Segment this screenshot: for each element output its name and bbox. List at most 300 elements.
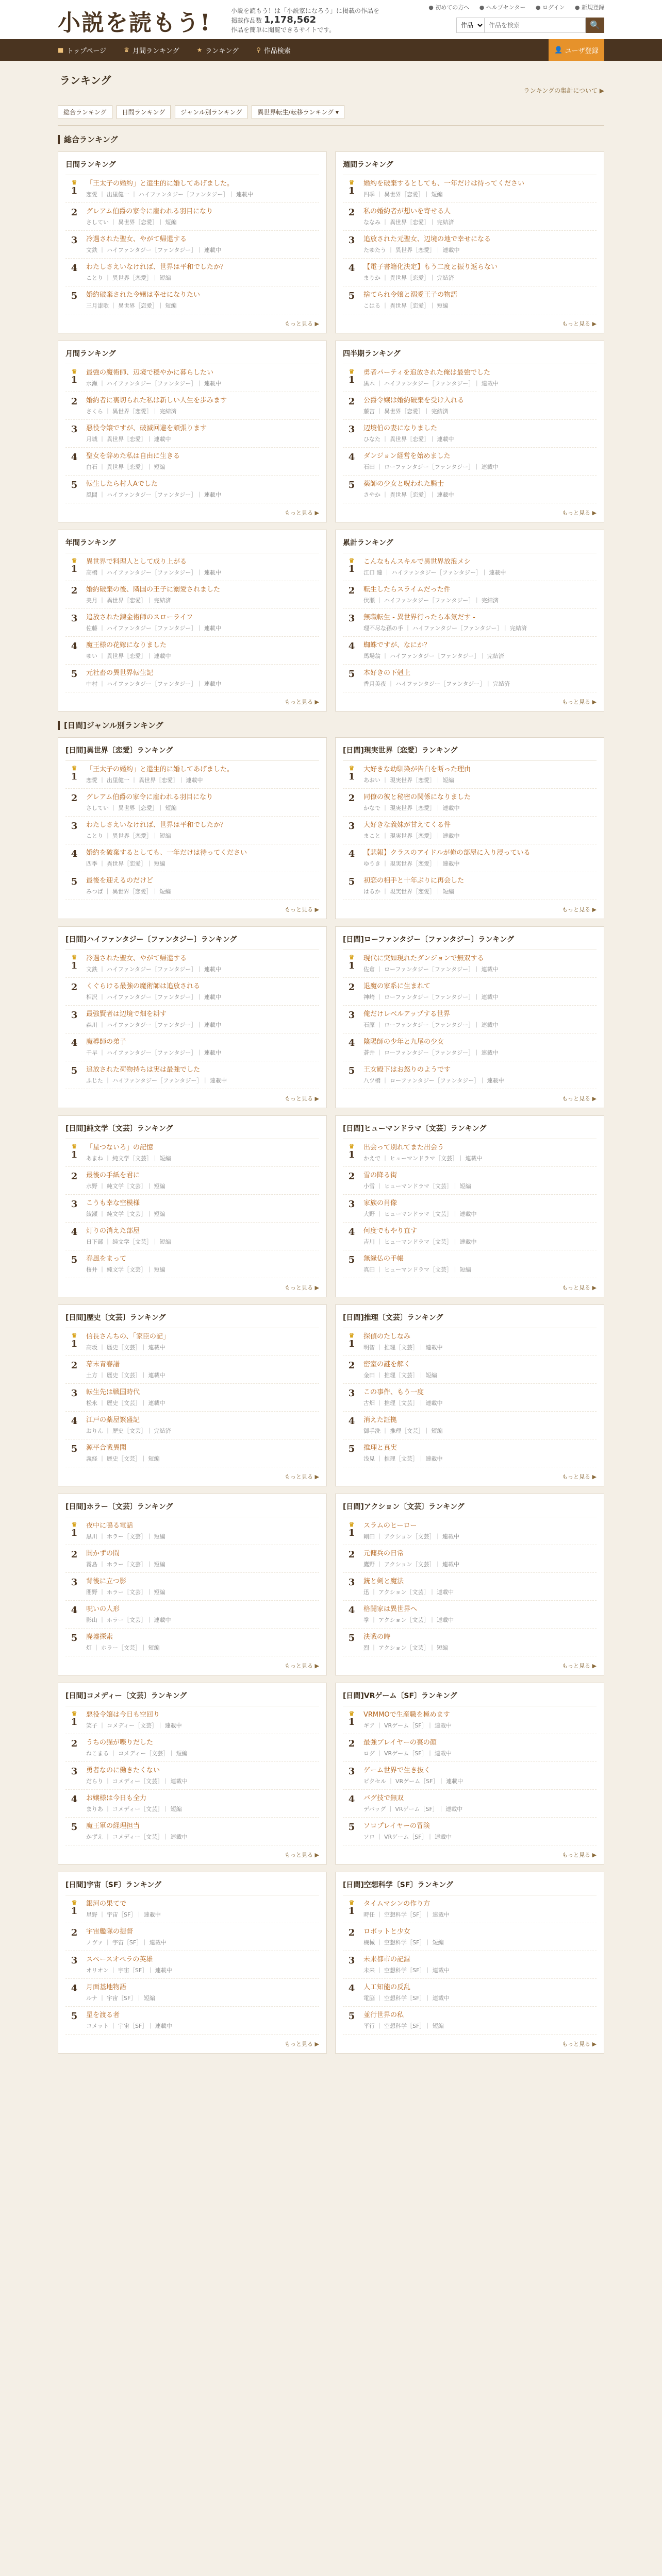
link-beginners[interactable]: ● 初めての方へ	[428, 4, 470, 11]
entry-title-link[interactable]: 最強の魔術師、辺境で穏やかに暮らしたい	[86, 369, 214, 377]
entry-title-link[interactable]: 背後に立つ影	[86, 1578, 127, 1585]
more-link[interactable]: もっと見る ▶	[285, 1284, 319, 1291]
entry-title-link[interactable]: 追放された荷物持ちは実は最強でした	[86, 1066, 201, 1074]
more-link[interactable]: もっと見る ▶	[562, 1663, 597, 1669]
entry-title-link[interactable]: 探偵のたしなみ	[363, 1333, 411, 1341]
ranking-entry	[65, 1223, 319, 1250]
entry-title-link[interactable]: スペースオペラの英雄	[86, 1956, 153, 1963]
entry-meta: 香月美夜 ｜ ハイファンタジー［ファンタジー］｜ 完結済	[363, 681, 510, 687]
rank-number	[343, 1521, 360, 1540]
search-type-select[interactable]	[456, 18, 485, 33]
more-link[interactable]: もっと見る ▶	[285, 1095, 319, 1102]
more-link[interactable]: もっと見る ▶	[562, 1473, 597, 1480]
entry-title-link[interactable]: 勇者パーティを追放された俺は最強でした	[363, 369, 490, 377]
entry-text	[83, 849, 319, 868]
rank-value: 5	[348, 1255, 355, 1265]
entry-title-link[interactable]: 最後の手紙を君に	[86, 1172, 140, 1179]
ranking-entry	[65, 1895, 319, 1923]
rank-number	[343, 1199, 360, 1218]
rank-number	[65, 1199, 83, 1218]
entry-title-link[interactable]: 婚約者に裏切られた私は新しい人生を歩みます	[86, 397, 227, 404]
rank-number	[65, 1360, 83, 1379]
entry-title-link[interactable]: 夜中に鳴る電話	[86, 1522, 134, 1530]
ranking-entry	[65, 581, 319, 609]
entry-title-link[interactable]: ソロプレイヤーの冒険	[363, 1822, 430, 1830]
logo-text: 小説を読もう!	[58, 10, 211, 36]
entry-title-link[interactable]: 月面基地物語	[86, 1984, 127, 1991]
ranking-entry	[343, 1167, 597, 1195]
entry-title-link[interactable]: 家族の肖像	[363, 1199, 398, 1207]
rank-number	[343, 235, 360, 254]
ranking-entry	[343, 1790, 597, 1818]
link-help[interactable]: ● ヘルプセンター	[479, 4, 526, 11]
entry-meta: 江口 連 ｜ ハイファンタジー［ファンタジー］｜ 連載中	[363, 569, 506, 576]
more-link[interactable]: もっと見る ▶	[562, 699, 597, 705]
ranking-card	[58, 151, 327, 333]
rank-number	[65, 1010, 83, 1029]
entry-title-link[interactable]: 公爵令嬢は婚約破棄を受け入れる	[363, 397, 465, 404]
entry-title-link[interactable]: 呪いの人形	[86, 1605, 120, 1613]
rank-number	[343, 1633, 360, 1652]
entry-title-link[interactable]: 現代に突如現れたダンジョンで無双する	[363, 955, 484, 962]
entry-title-link[interactable]: 密室の謎を解く	[363, 1361, 411, 1368]
entry-title-link[interactable]: 転生したら村人Aでした	[86, 480, 158, 488]
entry-text	[360, 1038, 597, 1057]
rank-number	[65, 641, 83, 660]
entry-title-link[interactable]: 王女殿下はお怒りのようです	[363, 1066, 451, 1074]
rank-value: 2	[71, 1549, 78, 1560]
ranking-entry	[65, 364, 319, 392]
rank-value: 5	[71, 1822, 78, 1833]
rank-value: 4	[348, 1416, 355, 1427]
crown-icon: ♛	[71, 368, 77, 375]
more-link[interactable]: もっと見る ▶	[562, 1095, 597, 1102]
crown-icon: ♛	[124, 46, 129, 54]
entry-title-link[interactable]: 消えた証拠	[363, 1416, 398, 1424]
rank-value: 1	[348, 1717, 355, 1727]
entry-text	[83, 1983, 319, 2002]
entry-text	[83, 1416, 319, 1435]
rank-number	[65, 1927, 83, 1946]
entry-title-link[interactable]: 灯りの消えた部屋	[86, 1227, 140, 1235]
ranking-entry	[65, 1762, 319, 1790]
entry-meta: おりん ｜ 歴史［文芸］｜ 完結済	[86, 1428, 171, 1434]
entry-title-link[interactable]: バグ技で無双	[363, 1794, 404, 1802]
rank-value: 1	[348, 185, 355, 196]
entry-meta: 灯 ｜ ホラー［文芸］｜ 短編	[86, 1645, 160, 1651]
entry-text	[360, 396, 597, 415]
rank-value: 5	[348, 480, 355, 490]
rank-value: 1	[348, 375, 355, 385]
entry-title-link[interactable]: 無縁仏の手帳	[363, 1255, 404, 1263]
crown-icon: ♛	[349, 1143, 355, 1150]
rank-number	[343, 849, 360, 868]
nav-ranking[interactable]	[197, 45, 239, 55]
entry-title-link[interactable]: 悪役令嬢は今日も空回り	[86, 1711, 160, 1719]
entry-title-link[interactable]: こんなもんスキルで異世界放浪メシ	[363, 558, 471, 566]
entry-text	[360, 1171, 597, 1190]
entry-title-link[interactable]: 同僚の彼と秘密の関係になりました	[363, 793, 471, 801]
search-button[interactable]	[586, 18, 604, 33]
nav-monthly[interactable]	[124, 45, 179, 55]
rank-number	[65, 1822, 83, 1841]
crown-icon: ♛	[349, 1899, 355, 1906]
entry-title-link[interactable]: わたしさえいなければ、世界は平和でしたか？	[86, 821, 227, 829]
rank-number	[65, 1227, 83, 1246]
entry-title-link[interactable]: 初恋の相手と十年ぶりに再会した	[363, 877, 465, 885]
entry-text	[83, 1388, 319, 1407]
more-link[interactable]: もっと見る ▶	[285, 1852, 319, 1858]
entry-text	[83, 1738, 319, 1757]
entry-meta: 時任 ｜ 空想科学［SF］｜ 連載中	[363, 1911, 450, 1918]
ranking-entry	[343, 817, 597, 844]
entry-title-link[interactable]: 婚約を破棄するとしても、一年だけは待ってください	[86, 849, 247, 857]
entry-title-link[interactable]: 銃と剣と魔法	[363, 1578, 404, 1585]
entry-title-link[interactable]: 魔王様の花嫁になりました	[86, 641, 167, 649]
entry-meta: 大野 ｜ ヒューマンドラマ［文芸］｜ 連載中	[363, 1211, 477, 1217]
entry-title-link[interactable]: 追放された錬金術師のスローライフ	[86, 614, 193, 621]
entry-title-link[interactable]: うちの猫が喋りだした	[86, 1739, 154, 1747]
entry-text	[83, 1955, 319, 1974]
rank-value: 1	[348, 1338, 355, 1349]
entry-meta: ピクセル ｜ VRゲーム［SF］｜ 連載中	[363, 1778, 463, 1785]
rank-number	[343, 263, 360, 282]
crown-icon: ♛	[71, 179, 77, 186]
entry-title-link[interactable]: 俺だけレベルアップする世界	[363, 1010, 451, 1018]
top-links	[420, 3, 604, 11]
nav-ranking-label: ランキング	[205, 47, 239, 55]
entry-text	[83, 1360, 319, 1379]
entry-title-link[interactable]: わたしさえいなければ、世界は平和でしたか？	[86, 263, 227, 271]
entry-title-link[interactable]: 大好きな義妹が甘えてくる件	[363, 821, 451, 829]
entry-title-link[interactable]: 未来都市の記録	[363, 1956, 411, 1963]
entry-text	[360, 235, 597, 254]
entry-meta: ひなた ｜ 異世界［恋愛］｜ 連載中	[363, 436, 454, 443]
rank-number	[65, 291, 83, 310]
entry-title-link[interactable]: 源平合戦異聞	[86, 1444, 127, 1452]
entry-title-link[interactable]: 冷遇された聖女、やがて帰還する	[86, 235, 187, 243]
rank-number	[65, 849, 83, 868]
more-link[interactable]: もっと見る ▶	[285, 320, 319, 327]
entry-title-link[interactable]: 大好きな幼馴染が告白を断った理由	[363, 766, 471, 773]
rank-number	[343, 1143, 360, 1162]
nav-top[interactable]	[58, 45, 106, 55]
entry-title-link[interactable]: 何度でもやり直す	[363, 1227, 418, 1235]
tab-daily[interactable]: 日間ランキング	[117, 105, 171, 119]
entry-title-link[interactable]: 「星つないろ」の記憶	[86, 1144, 154, 1151]
entry-title-link[interactable]: 星を渡る者	[86, 2011, 120, 2019]
ranking-entry	[343, 259, 597, 286]
entry-text	[83, 954, 319, 973]
main-content	[58, 61, 604, 2054]
search-input[interactable]	[485, 18, 586, 33]
rank-number	[343, 613, 360, 632]
entry-title-link[interactable]: 婚約破棄された令嬢は幸せになりたい	[86, 291, 201, 299]
rank-number	[343, 765, 360, 784]
entry-title-link[interactable]: ロボットと少女	[363, 1928, 411, 1936]
entry-title-link[interactable]: 【電子書籍化決定】もう二度と振り返らない	[363, 263, 498, 271]
entry-title-link[interactable]: 格闘家は異世界へ	[363, 1605, 418, 1613]
ranking-entry	[65, 175, 319, 203]
ranking-entry	[343, 637, 597, 665]
more-link[interactable]: もっと見る ▶	[285, 510, 319, 516]
search-bar	[456, 18, 604, 33]
tab-isekai[interactable]: 異世界転生/転移ランキング ▾	[252, 105, 344, 119]
entry-title-link[interactable]: 並行世界の私	[363, 2011, 404, 2019]
site-logo[interactable]	[58, 4, 211, 37]
entry-title-link[interactable]: 銀河の果てで	[86, 1900, 127, 1908]
rank-value: 1	[348, 564, 355, 574]
entry-title-link[interactable]: 宇宙艦隊の提督	[86, 1928, 134, 1936]
entry-title-link[interactable]: 江戸の薬屋繁盛記	[86, 1416, 140, 1424]
rank-number	[65, 480, 83, 499]
ranking-entry	[343, 1223, 597, 1250]
ranking-entry	[65, 1573, 319, 1601]
entry-title-link[interactable]: 決戦の時	[363, 1633, 391, 1641]
entry-text	[360, 2011, 597, 2030]
more-link[interactable]: もっと見る ▶	[285, 2041, 319, 2047]
ranking-entry	[343, 1061, 597, 1089]
rank-value: 3	[348, 613, 355, 624]
entry-title-link[interactable]: くぐらける最強の魔術師は追放される	[86, 982, 201, 990]
entry-text	[83, 291, 319, 310]
entry-title-link[interactable]: 捨てられ令嬢と溺愛王子の物語	[363, 291, 458, 299]
entry-text	[83, 585, 319, 604]
crown-icon: ♛	[349, 1332, 355, 1339]
ranking-entry	[65, 476, 319, 503]
rank-value: 1	[71, 1717, 78, 1727]
rank-number	[343, 1577, 360, 1596]
entry-title-link[interactable]: 推理と真実	[363, 1444, 398, 1452]
entry-text	[83, 1227, 319, 1246]
entry-title-link[interactable]: VRMMOで生産職を極めます	[363, 1711, 450, 1719]
ranking-entry	[65, 844, 319, 872]
rank-value: 2	[71, 1738, 78, 1749]
entry-title-link[interactable]: この事件、もう一度	[363, 1388, 424, 1396]
ranking-entry	[65, 286, 319, 314]
entry-title-link[interactable]: 元社畜の異世界転生記	[86, 669, 154, 677]
entry-title-link[interactable]: 転生先は戦国時代	[86, 1388, 140, 1396]
entry-title-link[interactable]: 幕末青春譜	[86, 1361, 120, 1368]
ranking-card	[58, 1872, 327, 2054]
more-link[interactable]: もっと見る ▶	[285, 906, 319, 913]
entry-meta: 高橋 ｜ ハイファンタジー［ファンタジー］｜ 連載中	[86, 569, 221, 576]
entry-title-link[interactable]: 退魔の家系に生まれて	[363, 982, 431, 990]
entry-text	[83, 1927, 319, 1946]
rank-value: 4	[71, 452, 78, 463]
rank-value: 5	[71, 2011, 78, 2022]
entry-title-link[interactable]: 辺境伯の妻になりました	[363, 425, 438, 432]
site-header	[0, 0, 662, 39]
more-link[interactable]: もっと見る ▶	[562, 906, 597, 913]
tab-genre[interactable]: ジャンル別ランキング	[175, 105, 247, 119]
entry-title-link[interactable]: 魔王軍の経理担当	[86, 1822, 140, 1830]
ranking-card-title: [日間]空想科学〔SF〕ランキング	[343, 1879, 597, 1895]
tab-overall[interactable]: 総合ランキング	[58, 105, 112, 119]
rank-value: 1	[71, 185, 78, 196]
crown-icon: ♛	[71, 1899, 77, 1906]
rank-value: 5	[348, 1822, 355, 1833]
rank-value: 4	[71, 1227, 78, 1238]
rank-number	[343, 1360, 360, 1379]
rank-value: 3	[348, 1766, 355, 1777]
ranking-entry	[65, 789, 319, 817]
entry-title-link[interactable]: 無職転生 - 異世界行ったら本気だす -	[363, 614, 475, 621]
rank-value: 5	[348, 2011, 355, 2022]
entry-text	[83, 1605, 319, 1624]
main-nav	[0, 39, 662, 61]
entry-text	[360, 1955, 597, 1974]
entry-title-link[interactable]: 私の婚約者が想いを寄せる人	[363, 208, 451, 215]
entry-title-link[interactable]: 蜘蛛ですが、なにか？	[363, 641, 431, 649]
entry-meta: まりあ ｜ コメディー［文芸］｜ 短編	[86, 1806, 182, 1812]
entry-title-link[interactable]: 出会って別れてまた出会う	[363, 1144, 444, 1151]
more-link[interactable]: もっと見る ▶	[285, 1663, 319, 1669]
rank-number	[65, 1794, 83, 1813]
more-link[interactable]: もっと見る ▶	[562, 1284, 597, 1291]
entry-title-link[interactable]: 最後を迎えるのだけど	[86, 877, 154, 885]
entry-meta: 藤宮 ｜ 異世界［恋愛］｜ 完結済	[363, 408, 449, 415]
entry-title-link[interactable]: 追放された元聖女、辺境の地で幸せになる	[363, 235, 491, 243]
entry-text	[360, 291, 597, 310]
entry-meta: 水野 ｜ 純文学［文芸］｜ 短編	[86, 1183, 166, 1190]
entry-title-link[interactable]: 聖女を辞めた私は自由に生きる	[86, 452, 180, 460]
rank-number	[343, 1822, 360, 1841]
entry-title-link[interactable]: 最強賢者は辺境で畑を耕す	[86, 1010, 167, 1018]
entry-meta: 未来 ｜ 空想科学［SF］｜ 連載中	[363, 1967, 450, 1974]
crown-icon: ♛	[71, 1710, 77, 1717]
entry-title-link[interactable]: 「王太子の婚約」と還生的に婚してあげました。	[86, 766, 234, 773]
rank-value: 4	[71, 1983, 78, 1994]
entry-text	[360, 557, 597, 577]
rank-number	[65, 613, 83, 632]
link-register[interactable]: ● 新規登録	[574, 4, 604, 11]
rank-number	[65, 1900, 83, 1919]
ranking-entry	[343, 1006, 597, 1033]
rank-value: 2	[348, 982, 355, 993]
entry-title-link[interactable]: 信長さんちの、「家臣の記」	[86, 1333, 170, 1341]
rank-number	[343, 1605, 360, 1624]
entry-title-link[interactable]: 「王太子の婚約」と還生的に婚してあげました。	[86, 180, 234, 188]
entry-title-link[interactable]: 元傭兵の日常	[363, 1550, 404, 1557]
ranking-entry	[343, 1517, 597, 1545]
entry-title-link[interactable]: 廃墟探索	[86, 1633, 113, 1641]
ranking-entry	[65, 2007, 319, 2035]
rank-number	[65, 179, 83, 198]
entry-title-link[interactable]: 婚約を破棄するとしても、一年だけは待ってください	[363, 180, 525, 188]
rank-number	[65, 1605, 83, 1624]
entry-title-link[interactable]: 転生したらスライムだった件	[363, 586, 451, 594]
entry-title-link[interactable]: 開かずの間	[86, 1550, 120, 1557]
entry-title-link[interactable]: 冷遇された聖女、やがて帰還する	[86, 955, 187, 962]
rank-value: 3	[71, 235, 78, 246]
more-link[interactable]: もっと見る ▶	[562, 510, 597, 516]
entry-meta: はるか ｜ 現実世界［恋愛］｜ 短編	[363, 888, 454, 895]
rank-value: 1	[71, 375, 78, 385]
rank-value: 5	[71, 1255, 78, 1265]
entry-title-link[interactable]: 雪の降る街	[363, 1172, 398, 1179]
ranking-card	[58, 1304, 327, 1486]
entry-meta: 黒川 ｜ ホラー［文芸］｜ 短編	[86, 1533, 166, 1540]
rank-number	[343, 368, 360, 387]
entry-text	[360, 207, 597, 226]
rank-value: 1	[71, 771, 78, 782]
ranking-entry	[343, 1384, 597, 1412]
entry-title-link[interactable]: お嬢様は今日も全力	[86, 1794, 147, 1802]
entry-title-link[interactable]: 勇者なのに働きたくない	[86, 1767, 160, 1774]
crown-icon: ♛	[71, 954, 77, 961]
rank-value: 4	[71, 263, 78, 274]
rank-value: 3	[348, 1010, 355, 1021]
more-link[interactable]: もっと見る ▶	[562, 1852, 597, 1858]
rank-number	[65, 1416, 83, 1435]
entry-text	[360, 424, 597, 443]
tagline-count-prefix: 掲載作品数	[231, 17, 262, 24]
entry-title-link[interactable]: ゲーム世界で生き抜く	[363, 1767, 431, 1774]
entry-text	[360, 1766, 597, 1785]
rank-number	[65, 1143, 83, 1162]
ranking-entry	[343, 1601, 597, 1629]
entry-title-link[interactable]: 最強プレイヤーの裏の顔	[363, 1739, 437, 1747]
ranking-entry	[343, 286, 597, 314]
ranking-entry	[343, 364, 597, 392]
more-link[interactable]: もっと見る ▶	[562, 320, 597, 327]
entry-title-link[interactable]: グレアム伯爵の家令に雇われる羽目になり	[86, 793, 213, 801]
entry-title-link[interactable]: 本好きの下剋上	[363, 669, 411, 677]
more-link[interactable]: もっと見る ▶	[562, 2041, 597, 2047]
nav-search[interactable]	[256, 45, 291, 55]
ranking-help-link[interactable]: ランキングの集計について ▶	[523, 87, 604, 94]
ranking-entry	[343, 1195, 597, 1223]
rank-value: 3	[348, 235, 355, 246]
entry-meta: 吉川 ｜ ヒューマンドラマ［文芸］｜ 連載中	[363, 1239, 477, 1245]
rank-value: 4	[71, 1038, 78, 1048]
entry-title-link[interactable]: スラムのヒーロー	[363, 1522, 417, 1530]
entry-text	[360, 613, 597, 632]
entry-title-link[interactable]: 婚約破棄の後、隣国の王子に溺愛されました	[86, 586, 221, 594]
ranking-sections	[58, 135, 604, 2054]
rank-value: 2	[71, 982, 78, 993]
entry-text	[360, 1633, 597, 1652]
ranking-entry	[343, 1895, 597, 1923]
user-register-button[interactable]	[549, 39, 604, 61]
rank-number	[343, 1927, 360, 1946]
entry-title-link[interactable]: 異世界で料理人として成り上がる	[86, 558, 187, 566]
entry-title-link[interactable]: 春風をまって	[86, 1255, 127, 1263]
rank-value: 3	[71, 613, 78, 624]
rank-number	[343, 452, 360, 471]
entry-title-link[interactable]: グレアム伯爵の家令に雇われる羽目になり	[86, 208, 213, 215]
entry-title-link[interactable]: 陰陽師の少年と九尾の少女	[363, 1038, 444, 1046]
rank-value: 4	[71, 641, 78, 652]
entry-text	[83, 1900, 319, 1919]
more-link[interactable]: もっと見る ▶	[285, 699, 319, 705]
entry-title-link[interactable]: 薬師の少女と呪われた騎士	[363, 480, 444, 488]
entry-title-link[interactable]: 【悲報】クラスのアイドルが俺の部屋に入り浸っている	[363, 849, 531, 857]
entry-title-link[interactable]: タイムマシンの作り方	[363, 1900, 431, 1908]
entry-title-link[interactable]: 悪役令嬢ですが、破滅回避を頑張ります	[86, 425, 207, 432]
link-login[interactable]: ● ログイン	[535, 4, 565, 11]
rank-value: 3	[348, 1955, 355, 1966]
rank-value: 4	[348, 849, 355, 859]
entry-meta: 桜井 ｜ 純文学［文芸］｜ 短編	[86, 1266, 166, 1273]
entry-title-link[interactable]: ダンジョン経営を始めました	[363, 452, 451, 460]
entry-text	[360, 1255, 597, 1274]
entry-title-link[interactable]: こうも幸な空模様	[86, 1199, 140, 1207]
more-link[interactable]: もっと見る ▶	[285, 1473, 319, 1480]
entry-title-link[interactable]: 人工知能の反乱	[363, 1984, 411, 1991]
entry-title-link[interactable]: 魔導師の弟子	[86, 1038, 127, 1046]
